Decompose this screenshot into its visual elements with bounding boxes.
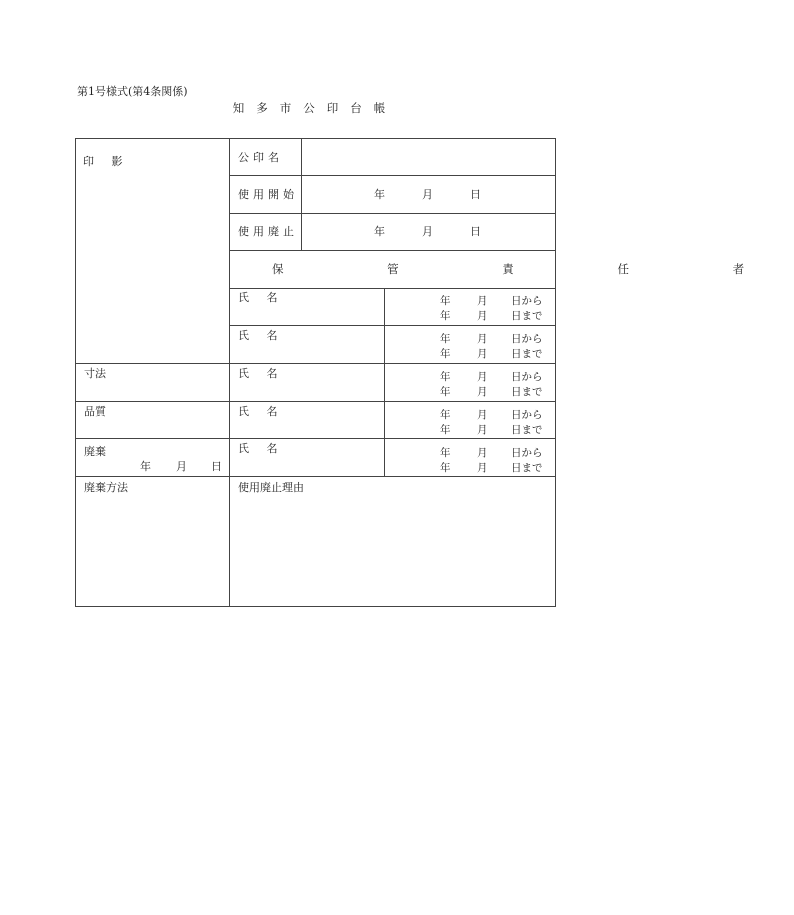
disposal-day-label: 日 [211,460,222,473]
disposal-year-label: 年 [140,460,151,473]
seal-impression-label: 印 影 [83,155,130,168]
to-month: 月 [477,462,488,474]
from-day: 日から [511,371,543,383]
to-day: 日まで [511,424,543,436]
to-day: 日まで [511,386,543,398]
from-year: 年 [440,333,451,345]
from-month: 月 [477,333,488,345]
to-month: 月 [477,424,488,436]
custodian-name-label: 氏 名 [238,329,285,342]
use-abolish-day: 日 [470,225,481,238]
custodian-name-label: 氏 名 [238,442,285,455]
from-day: 日から [511,295,543,307]
from-month: 月 [477,371,488,383]
to-day: 日まで [511,462,543,474]
to-year: 年 [440,386,451,398]
to-year: 年 [440,348,451,360]
size-label: 寸法 [84,367,106,380]
from-year: 年 [440,295,451,307]
document-title: 知多市公印台帳 [232,101,398,115]
from-day: 日から [511,447,543,459]
custodian-header: 保 管 責 任 者 [272,262,794,276]
use-start-month: 月 [422,188,433,201]
to-day: 日まで [511,310,543,322]
seal-name-label: 公印名 [238,151,283,164]
from-month: 月 [477,295,488,307]
use-abolish-year: 年 [374,225,385,238]
abolish-reason-label: 使用廃止理由 [238,481,304,494]
to-month: 月 [477,310,488,322]
to-month: 月 [477,348,488,360]
from-year: 年 [440,371,451,383]
to-day: 日まで [511,348,543,360]
use-start-day: 日 [470,188,481,201]
custodian-name-label: 氏 名 [238,291,285,304]
disposal-month-label: 月 [176,460,187,473]
disposal-label: 廃棄 [84,445,106,458]
to-year: 年 [440,310,451,322]
disposal-method-label: 廃棄方法 [84,481,128,494]
from-day: 日から [511,409,543,421]
material-label: 品質 [84,405,106,418]
to-year: 年 [440,462,451,474]
from-year: 年 [440,409,451,421]
to-year: 年 [440,424,451,436]
use-start-year: 年 [374,188,385,201]
from-month: 月 [477,409,488,421]
to-month: 月 [477,386,488,398]
from-year: 年 [440,447,451,459]
use-abolish-label: 使用廃止 [238,225,298,238]
from-day: 日から [511,333,543,345]
from-month: 月 [477,447,488,459]
use-abolish-month: 月 [422,225,433,238]
use-start-label: 使用開始 [238,188,298,201]
form-number-label: 第1号様式(第4条関係) [77,85,188,98]
custodian-name-label: 氏 名 [238,405,285,418]
custodian-name-label: 氏 名 [238,367,285,380]
